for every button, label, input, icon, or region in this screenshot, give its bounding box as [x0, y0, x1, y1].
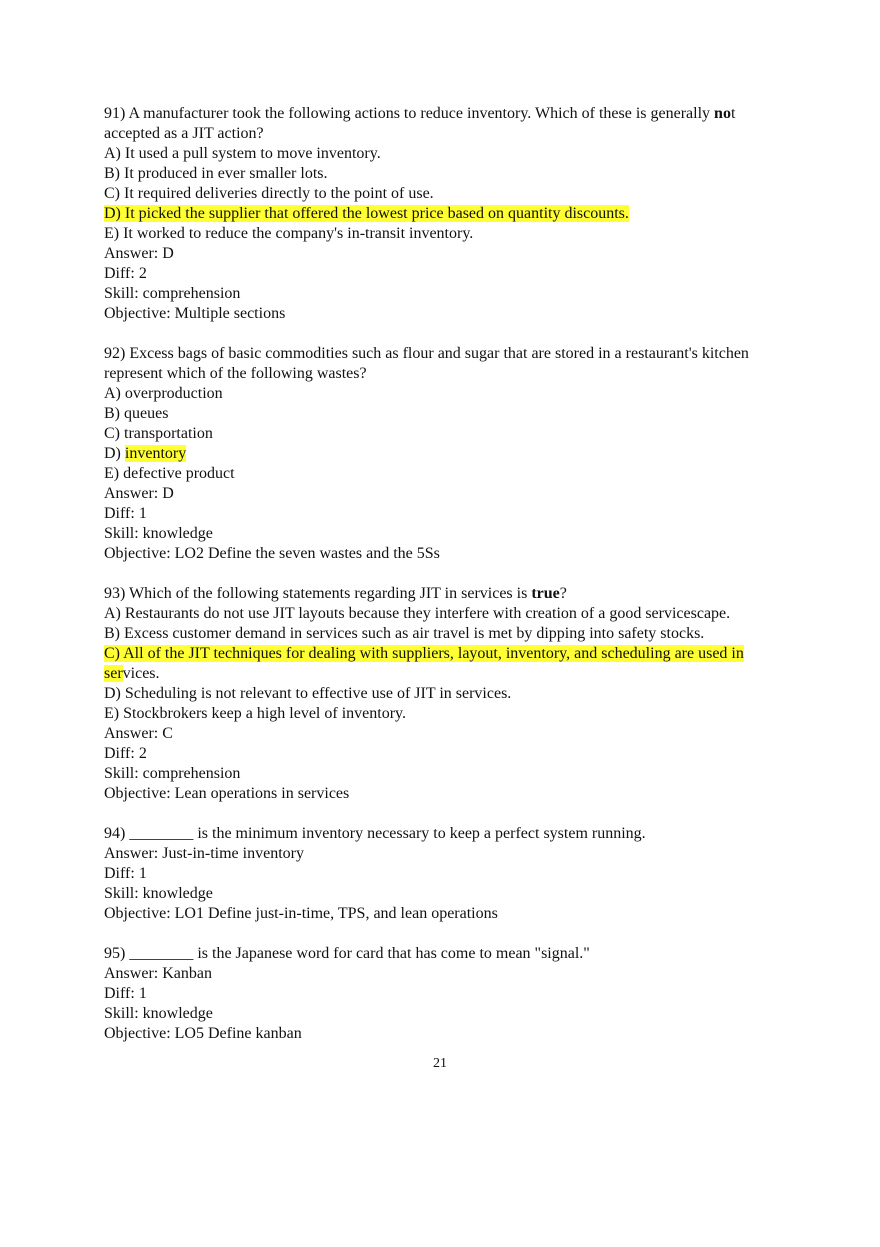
option-a: A) Restaurants do not use JIT layouts because they interfere with creation of a good servicescape. — [104, 605, 731, 622]
option-a: A) overproduction — [104, 385, 223, 402]
skill-line: Skill: knowledge — [104, 885, 213, 902]
objective-line: Objective: LO5 Define kanban — [104, 1025, 302, 1042]
emphasis-text: no — [714, 105, 731, 122]
difficulty-line: Diff: 2 — [104, 745, 147, 762]
question-91 — [104, 104, 794, 324]
question-94 — [104, 824, 794, 924]
highlighted-answer: inventory — [124, 445, 187, 462]
option-d — [104, 204, 794, 224]
option-b: B) Excess customer demand in services such as air travel is met by dipping into safety stocks. — [104, 625, 705, 642]
option-b: B) It produced in ever smaller lots. — [104, 165, 328, 182]
option-e: E) It worked to reduce the company's in-transit inventory. — [104, 225, 474, 242]
question-92 — [104, 344, 794, 564]
question-stem: 94) ________ is the minimum inventory necessary to keep a perfect system running. — [104, 825, 646, 842]
option-a: A) It used a pull system to move inventory. — [104, 145, 381, 162]
difficulty-line: Diff: 2 — [104, 265, 147, 282]
page-number: 21 — [433, 1056, 447, 1071]
difficulty-line: Diff: 1 — [104, 865, 147, 882]
objective-line: Objective: Lean operations in services — [104, 785, 350, 802]
question-stem: 93) Which of the following statements regarding JIT in services is true? — [104, 585, 567, 602]
answer-line: Answer: D — [104, 485, 174, 502]
option-d: D) inventory — [104, 445, 187, 462]
objective-line: Objective: Multiple sections — [104, 305, 286, 322]
question-95 — [104, 944, 794, 1044]
answer-line: Answer: Kanban — [104, 965, 212, 982]
question-stem: 91) A manufacturer took the following actions to reduce inventory. Which of these is generally not accepted as a JIT action? — [104, 105, 736, 142]
document-page — [104, 104, 794, 1044]
highlighted-answer: D) It picked the supplier that offered the lowest price based on quantity discounts. — [104, 205, 629, 222]
question-stem: 95) ________ is the Japanese word for card that has come to mean "signal." — [104, 945, 590, 962]
option-e: E) defective product — [104, 465, 235, 482]
option-e: E) Stockbrokers keep a high level of inventory. — [104, 705, 406, 722]
skill-line: Skill: knowledge — [104, 1005, 213, 1022]
option-c: C) transportation — [104, 425, 213, 442]
skill-line: Skill: comprehension — [104, 765, 241, 782]
emphasis-text: true — [531, 585, 560, 602]
difficulty-line: Diff: 1 — [104, 505, 147, 522]
option-b: B) queues — [104, 405, 169, 422]
option-c: C) All of the JIT techniques for dealing with suppliers, layout, inventory, and scheduling are used in services. — [104, 645, 744, 682]
answer-line: Answer: C — [104, 725, 173, 742]
question-stem: 92) Excess bags of basic commodities such as flour and sugar that are stored in a restaurant's kitchen represent which of the following wastes? — [104, 345, 749, 382]
option-c: C) It required deliveries directly to the point of use. — [104, 185, 434, 202]
skill-line: Skill: knowledge — [104, 525, 213, 542]
answer-line: Answer: Just-in-time inventory — [104, 845, 304, 862]
objective-line: Objective: LO2 Define the seven wastes and the 5Ss — [104, 545, 440, 562]
difficulty-line: Diff: 1 — [104, 985, 147, 1002]
highlighted-answer: C) All of the JIT techniques for dealing with suppliers, layout, inventory, and scheduling are used in ser — [104, 645, 744, 682]
question-93 — [104, 584, 794, 804]
option-d: D) Scheduling is not relevant to effective use of JIT in services. — [104, 685, 512, 702]
objective-line: Objective: LO1 Define just-in-time, TPS, and lean operations — [104, 905, 498, 922]
answer-line: Answer: D — [104, 245, 174, 262]
skill-line: Skill: comprehension — [104, 285, 241, 302]
